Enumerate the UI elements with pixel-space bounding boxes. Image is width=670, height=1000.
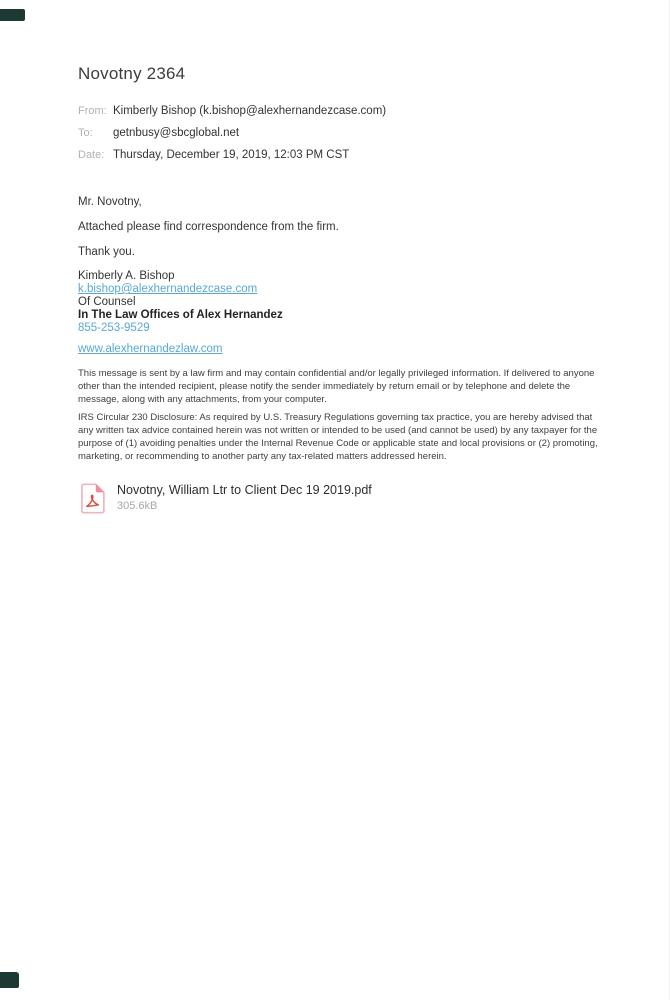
from-value: Kimberly Bishop (k.bishop@alexhernandezcase.com) [113,105,387,117]
irs-circular-230-disclaimer: IRS Circular 230 Disclosure: As required by U.S. Treasury Regulations governing tax practice, you are hereby advised that any written tax advice contained herein was not written or intended to be used (and cannot be used) by any taxpayer for the purpose of (1) avoiding penalties under the Internal Revenue Code or applicable state and local provisions or (2) promoting, marketing, or recommending to another party any tax-related matters addressed herein. [78,412,598,462]
to-value: getnbusy@sbcglobal.net [113,127,240,139]
date-value: Thursday, December 19, 2019, 12:03 PM CST [113,149,350,161]
signature-website-link[interactable]: www.alexhernandezlaw.com [78,343,223,355]
pdf-file-icon [80,483,105,514]
attachment-info [117,483,372,513]
greeting-line: Mr. Novotny, [78,196,142,208]
scan-artifact-top-left [0,9,25,21]
attachment-filename: Novotny, William Ltr to Client Dec 19 2019.pdf [117,482,372,497]
signature-email-link[interactable]: k.bishop@alexhernandezcase.com [78,283,258,295]
signature-block [78,270,608,356]
signature-firm: In The Law Offices of Alex Hernandez [78,309,283,321]
signature-title: Of Counsel [78,296,136,308]
to-label: To: [78,127,93,139]
body-line-1: Attached please find correspondence from the firm. [78,221,339,233]
header-row-date [78,149,608,162]
attachment-filesize: 305.6kB [117,499,158,512]
body-line-2: Thank you. [78,246,135,258]
attachment-item[interactable] [78,481,374,516]
header-row-from [78,105,608,118]
header-row-to [78,127,608,140]
signature-name: Kimberly A. Bishop [78,270,175,282]
email-body [78,195,608,259]
signature-phone[interactable]: 855-253-9529 [78,322,150,334]
page-title: Novotny 2364 [78,64,186,83]
from-label: From: [78,105,107,117]
confidentiality-disclaimer: This message is sent by a law firm and may contain confidential and/or legally privileged information. If delivered to anyone other than the intended recipient, please notify the sender immediately by return email or by telephone and delete the message, along with any attachments, from your computer. [78,368,595,405]
scan-artifact-bottom-left [0,972,19,988]
email-content [78,64,608,516]
date-label: Date: [78,149,105,161]
email-header-block [78,105,608,162]
